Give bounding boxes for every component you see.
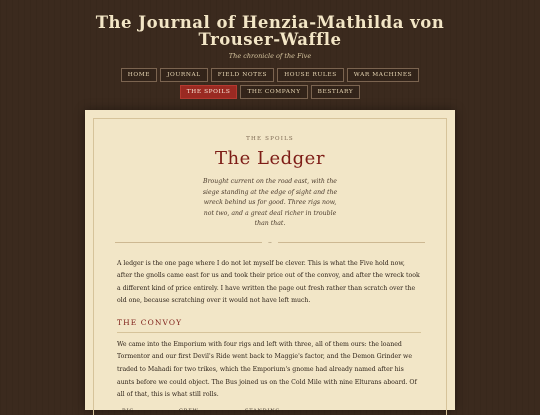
main-nav bbox=[110, 68, 430, 99]
nav-war-machines[interactable]: WAR MACHINES bbox=[347, 68, 419, 82]
nav-the-spoils[interactable]: THE SPOILS bbox=[180, 85, 238, 99]
convoy-table-header bbox=[122, 408, 421, 414]
divider-line-left bbox=[115, 242, 262, 243]
page-eyebrow: THE SPOILS bbox=[246, 136, 294, 142]
divider-ornament-icon: ~ bbox=[267, 239, 273, 246]
intro-paragraph: A ledger is the one page where I do not let myself be clever. This is what the Five hold now, after the gnolls came east for us and took their price out of the convoy, and after the wreck took a different kind of price entirely. I have written the page out fresh rather than scratch over the old one, because scratching over it would not have left much. bbox=[117, 259, 420, 305]
content-card bbox=[85, 110, 455, 414]
column-header-rig: RIG bbox=[122, 407, 135, 414]
site-title[interactable]: The Journal of Henzia-Mathilda von Trouser-Waffle bbox=[95, 13, 445, 49]
nav-house-rules[interactable]: HOUSE RULES bbox=[277, 68, 344, 82]
column-header-crew: CREW bbox=[179, 407, 199, 414]
nav-home[interactable]: HOME bbox=[121, 68, 157, 82]
convoy-paragraph: We came into the Emporium with four rigs and left with three, all of them ours: the loaned Tormentor and our first Devil's Ride went back to Maggie's factor, and the Demon Grinder we traded to Mahadi for two trikes, which the Emporium's gnome had already named after his aunts before we could object. The Bus joined us on the Cold Mile with nine Elturans aboard. Of all of that, this is what still rolls. bbox=[117, 340, 417, 399]
card-inner-border bbox=[93, 118, 447, 415]
divider-line-right bbox=[278, 242, 425, 243]
site-header bbox=[0, 0, 540, 99]
section-divider bbox=[115, 240, 425, 246]
nav-journal[interactable]: JOURNAL bbox=[160, 68, 208, 82]
page-lede: Brought current on the road east, with the siege standing at the edge of sight and the wreck behind us for good. Three rigs now, not two, and a great deal richer in trouble than that. bbox=[202, 178, 338, 227]
site-subtitle: The chronicle of the Five bbox=[228, 52, 312, 60]
nav-bestiary[interactable]: BESTIARY bbox=[311, 85, 361, 99]
section-heading-convoy: THE CONVOY bbox=[117, 318, 421, 333]
page-title: The Ledger bbox=[215, 148, 325, 169]
nav-the-company[interactable]: THE COMPANY bbox=[240, 85, 307, 99]
nav-field-notes[interactable]: FIELD NOTES bbox=[211, 68, 274, 82]
column-header-standing: STANDING bbox=[245, 407, 281, 414]
